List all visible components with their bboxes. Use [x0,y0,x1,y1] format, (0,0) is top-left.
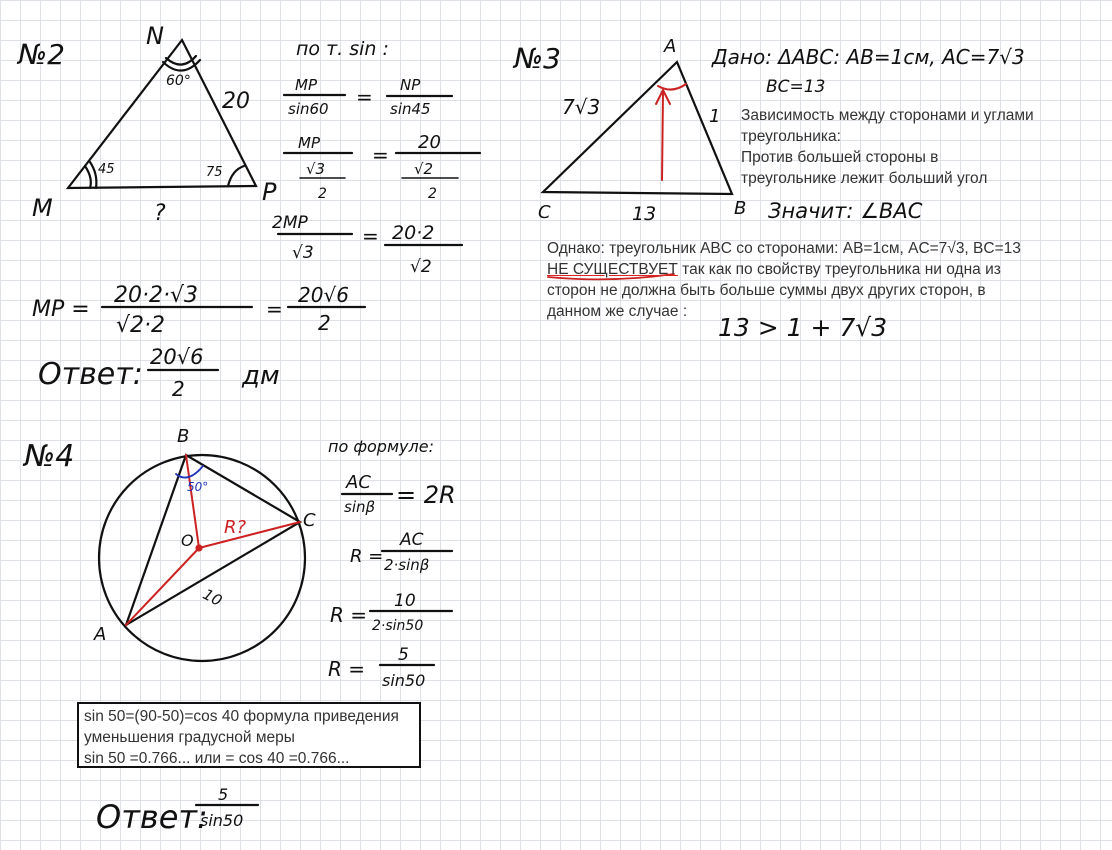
f2-den: 2·sinβ [384,556,430,574]
vertex-b4-label: B [177,426,190,447]
red-arrow [662,92,663,180]
eq2-rhs-den-den: 2 [428,186,437,202]
angle-n-label: 60° [166,73,191,89]
answer4-den: sin50 [200,811,244,830]
answer2-den: 2 [172,377,185,401]
f4-den: sin50 [382,671,426,690]
f4-lhs: R = [328,657,366,681]
dependency-note [741,105,1081,189]
vertex-a4-label: A [94,624,107,645]
inequality-text: 13 > 1 + 7√3 [718,313,888,342]
eq4-rhs-den: 2 [318,311,331,335]
center-o-label: O [181,531,194,550]
problem3-number: №3 [514,42,561,75]
f4-num: 5 [398,645,409,665]
eq3-rhs-den: √2 [410,257,432,277]
dependency-line: Против большей стороны в [741,149,939,166]
however-rest3: данном же случае : [547,303,688,320]
given-line2: BC=13 [766,77,826,97]
side-cb-label: 13 [632,203,657,225]
given-line1: Дано: ΔABC: AB=1см, AC=7√3 [712,45,1025,69]
answer2-num: 20√6 [150,345,204,369]
box-line: sin 50 =0.766... или = cos 40 =0.766... [84,750,350,767]
therefore-text: Значит: ∠BAC [768,199,923,223]
side-ab-label: 1 [709,106,721,127]
svg-text:=: = [356,85,373,109]
vertex-p-label: P [262,178,277,206]
vertex-m-label: M [32,194,53,222]
eq1-rhs-den: sin45 [390,100,431,118]
vertex-a-label: A [664,36,677,57]
angle-p-arc [228,166,244,186]
f1-num: AC [346,472,371,493]
eq3-lhs-den: √3 [292,243,314,263]
method-label: по т. sin : [296,38,389,60]
however-rest1: так как по свойству треугольника ни одна из [677,261,1001,278]
radius-label: R? [224,517,247,538]
f3-den: 2·sin50 [372,618,424,634]
box-line: уменьшения градусной меры [84,729,295,746]
eq4-rhs-num: 20√6 [298,283,349,307]
answer2-label: Ответ: [38,357,143,392]
triangle-abc [543,62,732,194]
vertex-b-label: B [734,198,747,219]
however-rest2: сторон не должна быть больше суммы двух других сторон, в [547,282,986,299]
however-note [547,238,1067,322]
formula-method: по формуле: [328,437,434,456]
vertex-n-label: N [146,22,164,50]
angle-a-arc [658,84,686,90]
dependency-line: треугольника: [741,128,841,145]
svg-text:=: = [372,143,389,167]
svg-text:=: = [362,224,379,248]
answer4-num: 5 [218,785,229,804]
side-np-label: 20 [222,89,250,114]
eq2-rhs-num: 20 [418,132,441,153]
eq2-lhs-num: MP [298,134,320,152]
dependency-line: треугольнике лежит больший угол [741,170,988,187]
f2-lhs: R = [350,546,384,567]
f2-num: AC [400,530,424,550]
center-point [197,546,202,551]
f3-num: 10 [394,591,416,611]
eq4-mid-den: √2·2 [116,313,166,338]
box-line: sin 50=(90-50)=cos 40 формула приведения [84,708,399,725]
eq2-lhs-den-den: 2 [318,186,327,202]
eq3-rhs-num: 20·2 [392,222,435,244]
angle-b4-label: 50° [187,480,209,494]
eq4-lhs: MP = [32,297,90,322]
svg-text:=: = [266,297,283,321]
angle-m-label: 45 [98,162,115,177]
side-ac4-label: 10 [199,585,226,610]
dependency-line: Зависимость между сторонами и углами [741,107,1034,124]
problem4-number: №4 [24,439,75,474]
side-mp-label: ? [154,201,166,226]
eq4-mid-num: 20·2·√3 [114,283,198,308]
eq2-rhs-den-num: √2 [414,160,434,178]
eq1-lhs-num: MP [295,76,317,94]
eq3-lhs-num: 2MP [272,213,308,233]
answer2-unit: дм [242,361,280,391]
eq2-lhs-den-num: √3 [306,160,326,178]
not-exists-text: НЕ СУЩЕСТВУЕТ [547,261,678,278]
however-prefix: Однако: треугольник ABC со сторонами: AB=1см, AC=7√3, BC=13 [547,240,1021,257]
angle-p-label: 75 [206,165,223,180]
f3-lhs: R = [330,603,368,627]
vertex-c-label: C [538,202,551,223]
problem2-number: №2 [18,38,65,71]
vertex-c4-label: C [303,510,316,531]
answer4-label: Ответ: [96,798,208,836]
f1-rhs: = 2R [396,481,456,509]
sin50-note-box [77,702,421,768]
eq1-lhs-den: sin60 [288,100,329,118]
side-ac-label: 7√3 [562,95,601,119]
eq1-rhs-num: NP [400,76,421,94]
f1-den: sinβ [344,498,376,516]
